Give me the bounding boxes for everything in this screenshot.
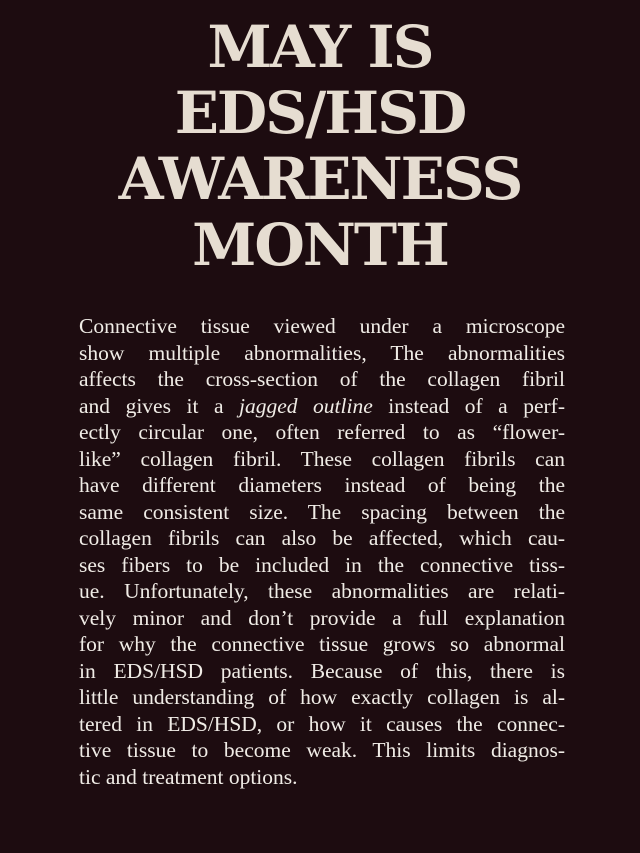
body-line-12: vely minor and don’t provide a full explanation [79, 605, 565, 630]
body-line-1: Connective tissue viewed under a microscope [79, 314, 565, 338]
page-title [0, 14, 640, 278]
title-line-1: MAY IS [207, 13, 433, 81]
title-line-4: MONTH [192, 211, 448, 279]
body-line-16: tered in EDS/HSD, or how it causes the connec- [79, 711, 565, 736]
body-line-2: show multiple abnormalities, The abnormalities [79, 340, 565, 365]
body-line-13: for why the connective tissue grows so abnormal [79, 632, 565, 656]
body-paragraph [79, 313, 565, 790]
body-line-4-start: and gives it a [79, 393, 240, 418]
body-line-7: have different diameters instead of being the [79, 473, 565, 497]
title-line-3: AWARENESS [118, 145, 522, 213]
body-line-4-end: instead of a perf- [372, 393, 566, 418]
body-line-10: ses fibers to be included in the connective tiss- [79, 552, 565, 577]
body-line-5: ectly circular one, often referred to as “flower- [79, 420, 565, 444]
body-line-15: little understanding of how exactly collagen is al- [79, 685, 565, 709]
body-line-18: tic and treatment options. [79, 764, 298, 789]
body-line-9: collagen fibrils can also be affected, which cau- [79, 526, 565, 550]
emphasis-jagged-outline: jagged outline [239, 393, 373, 418]
body-line-8: same consistent size. The spacing between the [79, 499, 565, 524]
body-line-14: in EDS/HSD patients. Because of this, there is [79, 658, 565, 683]
body-line-6: like” collagen fibril. These collagen fibrils can [79, 446, 565, 471]
body-line-4 [79, 393, 565, 420]
title-line-2: EDS/HSD [174, 79, 466, 147]
body-line-17: tive tissue to become weak. This limits diagnos- [79, 738, 565, 762]
body-line-3: affects the cross-section of the collagen fibril [79, 367, 565, 391]
body-line-11: ue. Unfortunately, these abnormalities are relati- [79, 579, 565, 603]
